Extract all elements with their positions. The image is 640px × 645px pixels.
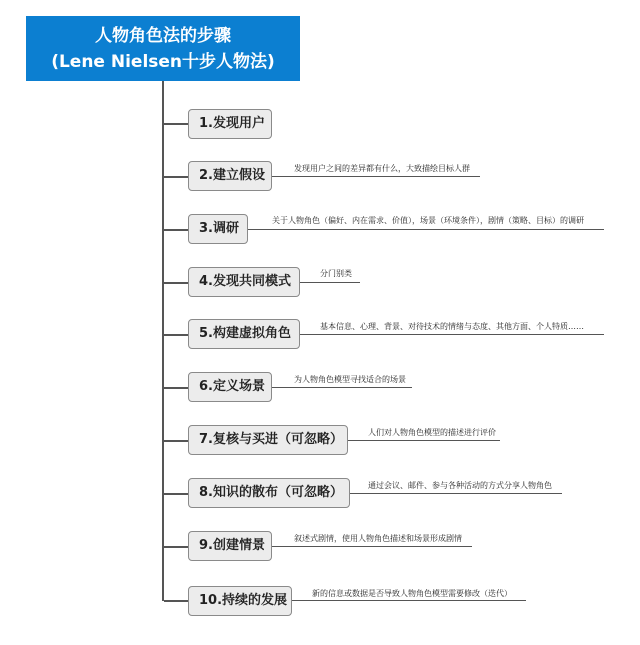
branch-connector (164, 176, 188, 178)
step-node-5[interactable]: 5.构建虚拟角色 (188, 319, 300, 349)
branch-connector (164, 546, 188, 548)
branch-connector (164, 440, 188, 442)
step-note-10: 新的信息或数据是否导致人物角色模型需要修改（迭代） (312, 589, 512, 598)
step-node-9[interactable]: 9.创建情景 (188, 531, 272, 561)
root-title-line2: (Lene Nielsen十步人物法) (51, 51, 275, 72)
branch-connector (164, 334, 188, 336)
note-connector (292, 600, 526, 601)
step-note-8: 通过会议、邮件、参与各种活动的方式分享人物角色 (368, 481, 552, 490)
step-note-4: 分门别类 (320, 269, 352, 278)
root-title-line1: 人物角色法的步骤 (95, 25, 231, 46)
branch-connector (164, 600, 188, 602)
step-note-2: 发现用户之间的差异都有什么，大致描绘目标人群 (294, 164, 470, 173)
step-node-1[interactable]: 1.发现用户 (188, 109, 272, 139)
note-connector (300, 334, 604, 335)
note-connector (348, 440, 500, 441)
main-connector-line (162, 81, 164, 601)
step-node-7[interactable]: 7.复核与买进（可忽略） (188, 425, 348, 455)
branch-connector (164, 493, 188, 495)
step-node-6[interactable]: 6.定义场景 (188, 372, 272, 402)
branch-connector (164, 387, 188, 389)
branch-connector (164, 229, 188, 231)
step-note-5: 基本信息、心理、背景、对待技术的情绪与态度、其他方面、个人特质…… (320, 322, 584, 331)
step-node-8[interactable]: 8.知识的散布（可忽略） (188, 478, 350, 508)
step-node-4[interactable]: 4.发现共同模式 (188, 267, 300, 297)
step-node-10[interactable]: 10.持续的发展 (188, 586, 292, 616)
step-node-3[interactable]: 3.调研 (188, 214, 248, 244)
note-connector (272, 387, 412, 388)
note-connector (272, 176, 480, 177)
note-connector (350, 493, 562, 494)
step-note-7: 人们对人物角色模型的描述进行评价 (368, 428, 496, 437)
note-connector (272, 546, 472, 547)
step-node-2[interactable]: 2.建立假设 (188, 161, 272, 191)
note-connector (300, 282, 360, 283)
step-note-6: 为人物角色模型寻找适合的场景 (294, 375, 406, 384)
step-note-9: 叙述式剧情，使用人物角色描述和场景形成剧情 (294, 534, 462, 543)
step-note-3: 关于人物角色（偏好、内在需求、价值），场景（环境条件），剧情（策略、目标）的调研 (272, 216, 584, 225)
branch-connector (164, 282, 188, 284)
note-connector (248, 229, 604, 230)
branch-connector (164, 123, 188, 125)
root-topic (26, 16, 300, 81)
